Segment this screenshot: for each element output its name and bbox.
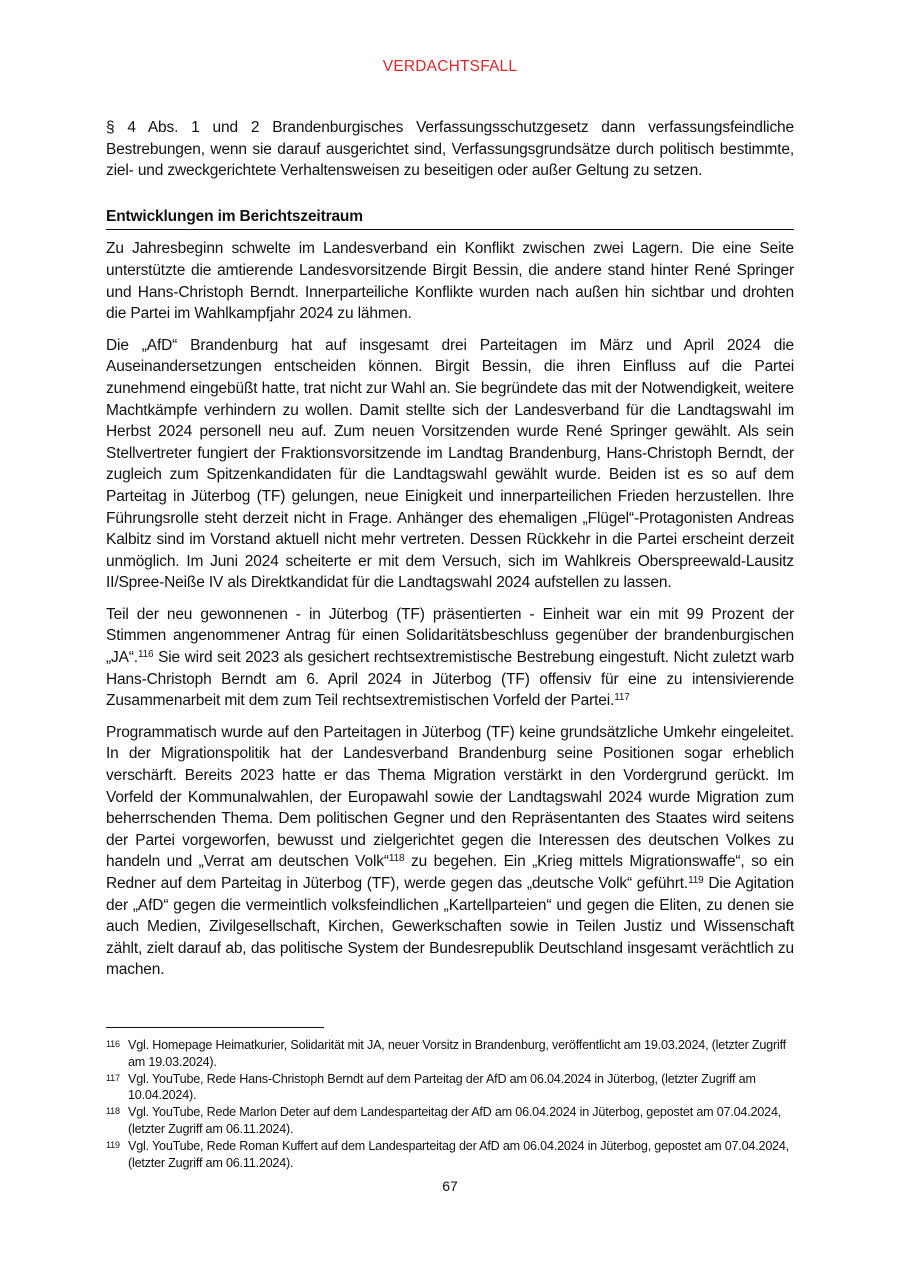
running-header: VERDACHTSFALL (382, 58, 518, 75)
footnote (106, 1037, 794, 1071)
footnote-ref-116[interactable]: 116 (137, 649, 154, 661)
paragraph-3 (106, 604, 794, 712)
footnote (106, 1138, 794, 1172)
footnote-text: Vgl. YouTube, Rede Hans-Christoph Berndt auf dem Parteitag der AfD am 06.04.2024 in Jüterbog, (letzter Zugriff am 10.04.2024). (128, 1071, 756, 1103)
footnote (106, 1071, 794, 1105)
paragraph-4 (106, 722, 794, 981)
footnote-text: Vgl. Homepage Heimatkurier, Solidarität mit JA, neuer Vorsitz in Brandenburg, veröffentlicht am 19.03.2024, (letzter Zugriff am 19.03.2024). (128, 1038, 786, 1069)
paragraph-3-text-a: Teil der neu gewonnenen - in Jüterbog (TF) präsentierten - Einheit war ein mit 99 Prozent der Stimmen angenommener Antrag für einen Solidaritätsbeschluss gegenüber der brandenburgischen „JA“. (106, 605, 794, 667)
footnote-ref-119[interactable]: 119 (688, 875, 704, 886)
footnote-number: 119 (106, 1139, 120, 1150)
footnote-number: 117 (106, 1072, 120, 1083)
footnote-separator (106, 1027, 324, 1028)
footnote-number: 116 (106, 1039, 120, 1049)
paragraph-4-text-c: Die Agitation der „AfD“ gegen die vermeintlich volksfeindlichen „Kartellparteien“ und gegen die Eliten, zu denen sie auch Medien, Zivilgesellschaft, Kirchen, Gewerkschaften sowie in Teilen Justiz und Wissenschaft zählt, zielt darauf ab, das politische System der Bundesrepublik Deutschland insgesamt verächtlich zu machen. (106, 875, 794, 979)
paragraph-1: Zu Jahresbeginn schwelte im Landesverband ein Konflikt zwischen zwei Lagern. Die eine Seite unterstützte die amtierende Landesvorsitzende Birgit Bessin, die andere stand hinter René Springer und Hans-Christoph Berndt. Innerparteiliche Konflikte wurden nach außen hin sichtbar und drohten die Partei im Wahlkampfjahr 2024 zu lähmen. (106, 240, 794, 323)
main-content (106, 117, 794, 991)
paragraph-3-text-b: Sie wird seit 2023 als gesichert rechtsextremistische Bestrebung eingestuft. Nicht zuletzt warb Hans-Christoph Berndt am 6. April 2024 in Jüterbog (TF) offensiv für eine zu intensivierende Zusammenarbeit mit dem zum Teil rechtsextremistischen Vorfeld der Partei. (106, 649, 794, 710)
footnote-text: Vgl. YouTube, Rede Marlon Deter auf dem Landesparteitag der AfD am 06.04.2024 in Jüterbog, gepostet am 07.04.2024, (letzter Zugriff am 06.11.2024). (128, 1105, 782, 1136)
footnotes (106, 1037, 794, 1171)
page-number: 67 (442, 1178, 458, 1194)
footnote-number: 118 (106, 1106, 120, 1117)
section-heading: Entwicklungen im Berichtszeitraum (106, 206, 794, 231)
paragraph-4-text-b: zu begehen. Ein „Krieg mittels Migrationswaffe“, so ein Redner auf dem Parteitag in Jüterbog (TF), werde gegen das „deutsche Volk“ geführt. (106, 853, 794, 892)
paragraph-4-text-a: Programmatisch wurde auf den Parteitagen in Jüterbog (TF) keine grundsätzliche Umkehr eingeleitet. In der Migrationspolitik hat der Landesverband Brandenburg seine Positionen sogar erheblich verschärft. Bereits 2023 hatte er das Thema Migration verstärkt in den Vordergrund gerückt. Im Vorfeld der Kommunalwahlen, der Europawahl sowie der Landtagswahl 2024 wurde Migration zum beherrschenden Thema. Dem politischen Gegner und den Repräsentanten des Staates wird seitens der Partei vorgeworfen, bewusst und zielgerichtet gegen die Interessen des deutschen Volkes zu handeln und „Verrat am deutschen Volk“ (106, 723, 794, 871)
footnote-text: Vgl. YouTube, Rede Roman Kuffert auf dem Landesparteitag der AfD am 06.04.2024 in Jüterbog, gepostet am 07.04.2024, (letzter Zugriff am 06.11.2024). (128, 1138, 790, 1170)
footnote-ref-117[interactable]: 117 (614, 692, 630, 704)
paragraph-2: Die „AfD“ Brandenburg hat auf insgesamt drei Parteitagen im März und April 2024 die Auseinandersetzungen entscheiden können. Birgit Bessin, die ihren Einfluss auf die Partei zunehmend eingebüßt hatte, trat nicht zur Wahl an. Sie begründete das mit der Notwendigkeit, weitere Machtkämpfe verhindern zu wollen. Damit stellte sich der Landesverband für die Landtagswahl im Herbst 2024 personell neu auf. Zum neuen Vorsitzenden wurde René Springer gewählt. Als sein Stellvertreter fungiert der Fraktionsvorsitzende im Landtag Brandenburg, Hans-Christoph Berndt, der zugleich zum Spitzenkandidaten für die Landtagswahl gewählt wurde. Beiden ist es so auf dem Parteitag in Jüterbog (TF) gelungen, neue Einigkeit und innerparteilichen Frieden herzustellen. Ihre Führungsrolle steht derzeit nicht in Frage. Anhänger des ehemaligen „Flügel“-Protagonisten Andreas Kalbitz sind im Vorstand aktuell nicht mehr vertreten. Dessen Rückkehr in die Partei erscheint derzeit unmöglich. Im Juni 2024 scheiterte er mit dem Versuch, sich im Wahlkreis Oberspreewald-Lausitz II/Spree-Neiße IV als Direktkandidat für die Landtagswahl 2024 aufstellen zu lassen. (106, 336, 794, 592)
intro-paragraph: § 4 Abs. 1 und 2 Brandenburgisches Verfassungsschutzgesetz dann verfassungsfeindliche Bestrebungen, wenn sie darauf ausgerichtet sind, Verfassungsgrundsätze durch politisch bestimmte, ziel- und zweckgerichtete Verhaltensweisen zu beseitigen oder außer Geltung zu setzen. (106, 119, 794, 180)
footnote-ref-118[interactable]: 118 (388, 853, 405, 865)
footnote (106, 1104, 794, 1138)
